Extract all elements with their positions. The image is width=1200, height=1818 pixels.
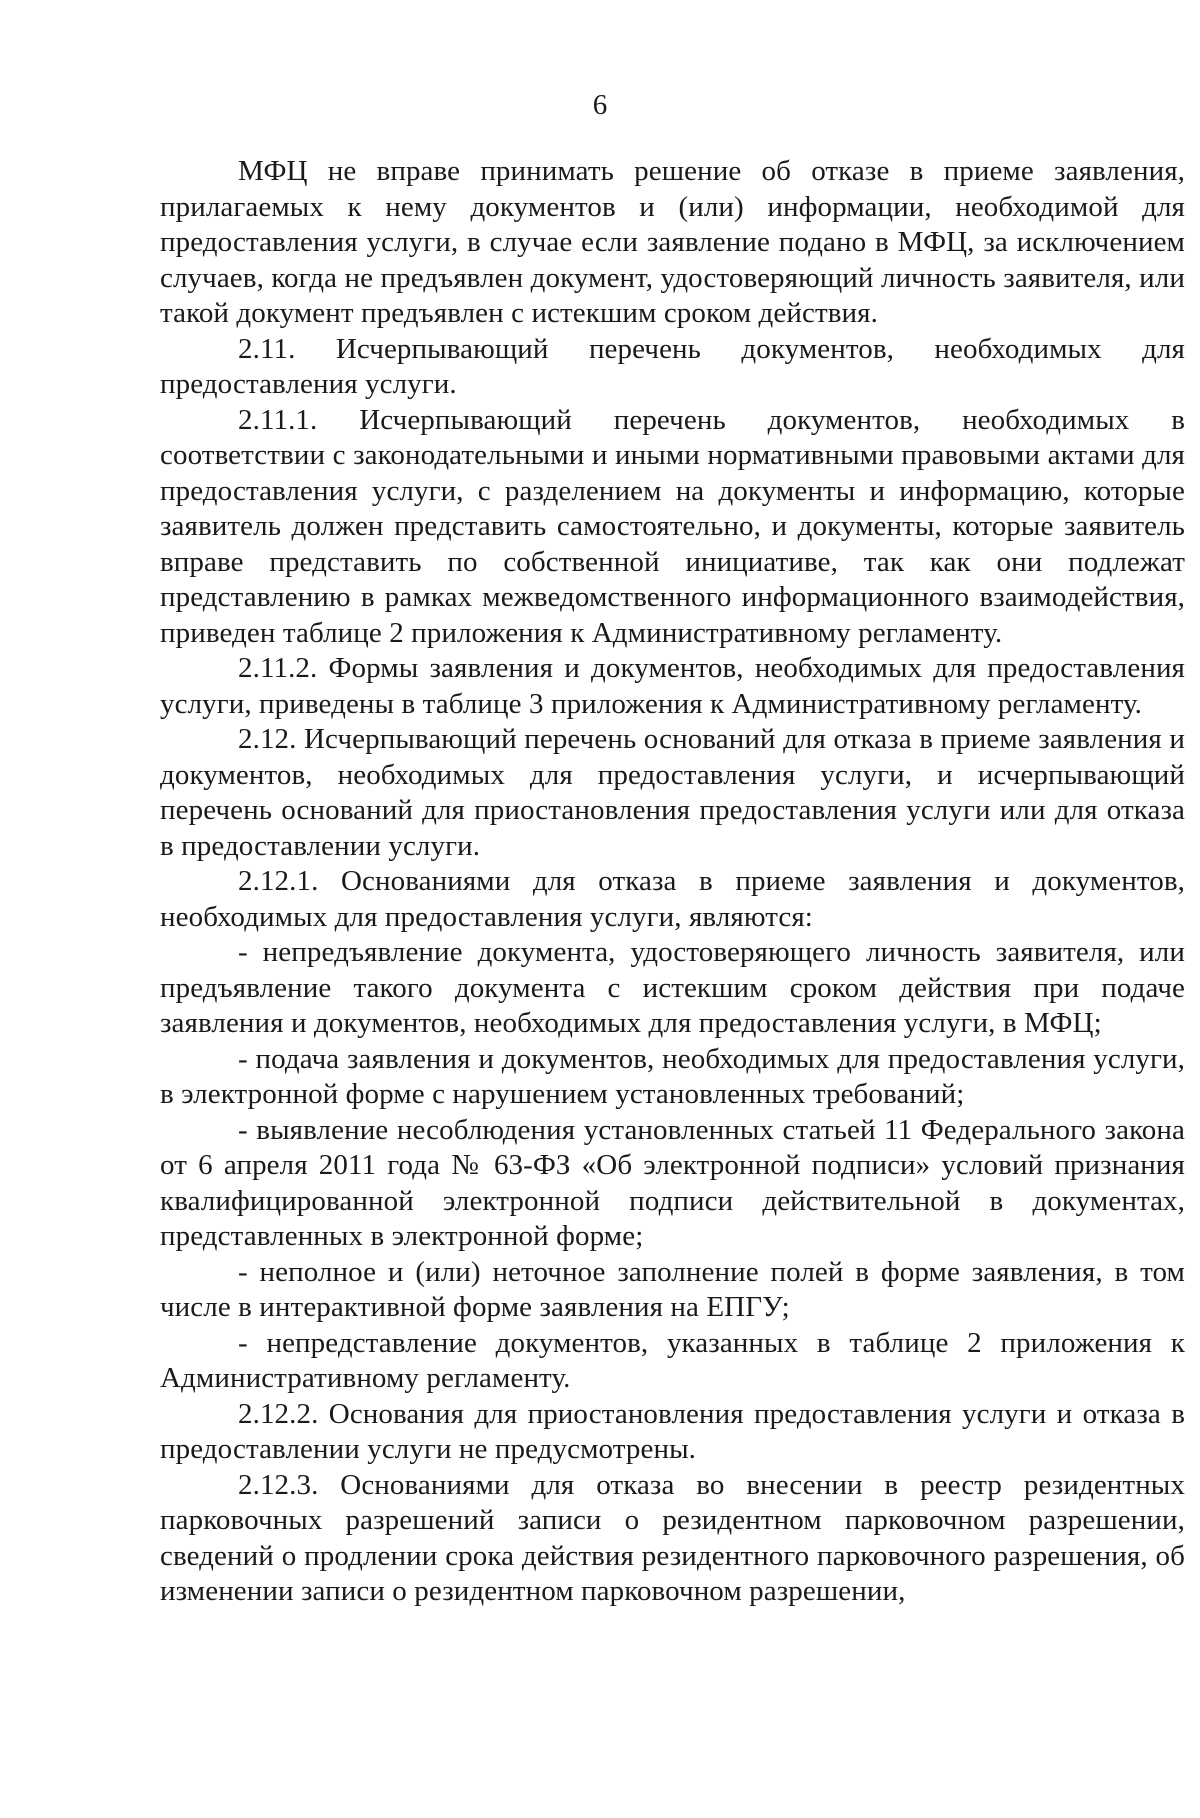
paragraph-2-11-1: 2.11.1. Исчерпывающий перечень документов, необходимых в соответствии с законодательными и иными нормативными правовыми актами для предоставления услуги, с разделением на документы и информацию, которые заявитель должен представить самостоятельно, и документы, которые заявитель вправе представить по собственной инициативе, так как они подлежат представлению в рамках межведомственного информационного взаимодействия, приведен таблице 2 приложения к Административному регламенту.: [160, 403, 1185, 649]
document-body: [160, 154, 1185, 1610]
list-item-identity-document: - непредъявление документа, удостоверяющего личность заявителя, или предъявление такого документа с истекшим сроком действия при подаче заявления и документов, необходимых для предоставления услуги, в МФЦ;: [160, 936, 1185, 1039]
paragraph-2-12-1: 2.12.1. Основаниями для отказа в приеме заявления и документов, необходимых для предоставления услуги, являются:: [160, 865, 1185, 933]
paragraph-mfc-refusal: МФЦ не вправе принимать решение об отказе в приеме заявления, прилагаемых к нему документов и (или) информации, необходимой для предоставления услуги, в случае если заявление подано в МФЦ, за исключением случаев, когда не предъявлен документ, удостоверяющий личность заявителя, или такой документ предъявлен с истекшим сроком действия.: [160, 155, 1185, 329]
paragraph-2-11: 2.11. Исчерпывающий перечень документов, необходимых для предоставления услуги.: [160, 332, 1185, 400]
list-item-electronic-signature: - выявление несоблюдения установленных статьей 11 Федерального закона от 6 апреля 2011 года № 63-ФЗ «Об электронной подписи» условий признания квалифицированной электронной подписи действительной в документах, представленных в электронной форме;: [160, 1113, 1185, 1252]
page-number: 6: [592, 89, 608, 121]
list-item-incomplete-form: - неполное и (или) неточное заполнение полей в форме заявления, в том числе в интерактивной форме заявления на ЕПГУ;: [160, 1255, 1185, 1323]
paragraph-2-11-2: 2.11.2. Формы заявления и документов, необходимых для предоставления услуги, приведены в таблице 3 приложения к Административному регламенту.: [160, 652, 1185, 720]
paragraph-2-12: 2.12. Исчерпывающий перечень оснований для отказа в приеме заявления и документов, необходимых для предоставления услуги, и исчерпывающий перечень оснований для приостановления предоставления услуги или для отказа в предоставлении услуги.: [160, 723, 1185, 862]
list-item-missing-documents: - непредставление документов, указанных в таблице 2 приложения к Административному регламенту.: [160, 1326, 1185, 1394]
paragraph-2-12-3: 2.12.3. Основаниями для отказа во внесении в реестр резидентных парковочных разрешений записи о резидентном парковочном разрешении, сведений о продлении срока действия резидентного парковочного разрешения, об изменении записи о резидентном парковочном разрешении,: [160, 1468, 1185, 1607]
list-item-electronic-submission: - подача заявления и документов, необходимых для предоставления услуги, в электронной форме с нарушением установленных требований;: [160, 1042, 1185, 1110]
paragraph-2-12-2: 2.12.2. Основания для приостановления предоставления услуги и отказа в предоставлении услуги не предусмотрены.: [160, 1397, 1185, 1465]
